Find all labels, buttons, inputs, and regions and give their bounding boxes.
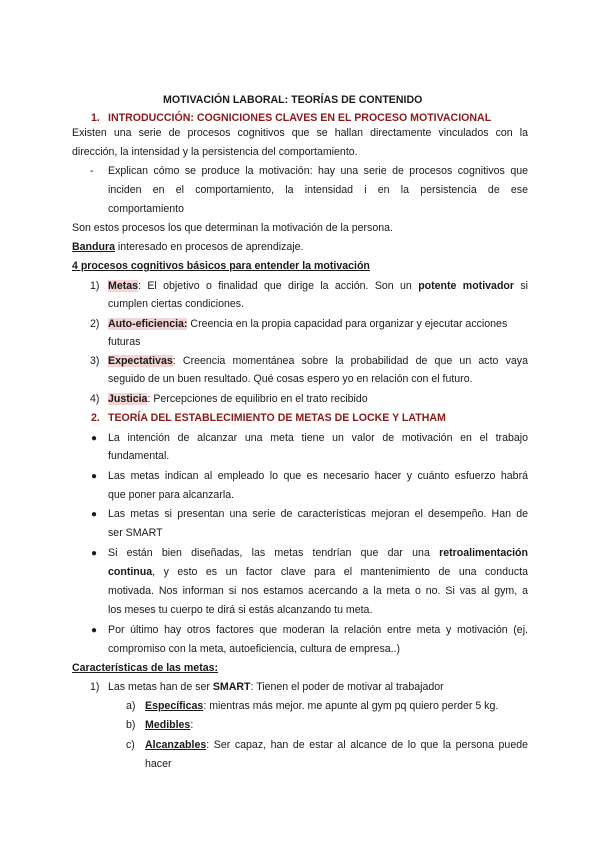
bullet-4-line-2 — [108, 566, 528, 579]
process-2-term: Auto-eficiencia: — [108, 318, 188, 330]
bullet-4-text-b: , y esto es un factor clave para el mantenimiento de una conducta — [152, 566, 528, 578]
smart-line — [108, 681, 444, 694]
process-4-term: Justicia — [108, 393, 148, 405]
characteristics-heading: Características de las metas: — [72, 662, 219, 674]
process-2-line-1 — [108, 318, 507, 331]
bullet-5-marker: ● — [91, 625, 98, 636]
process-3-line-2: seguido de un buen resultado. Qué cosas espero yo en relación con el futuro. — [108, 373, 473, 385]
bullet-4-bold-b: continua — [108, 566, 153, 578]
process-3-text: : Creencia momentánea sobre la probabilidad de que un acto vaya — [172, 355, 528, 367]
bullet-4-line-4: los meses tu cuerpo te dirá si estás alcanzando tu meta. — [108, 604, 373, 616]
intro-line-2: dirección, la intensidad y la persistencia del comportamiento. — [72, 146, 358, 158]
sub-a-term: Específicas — [145, 700, 204, 712]
sub-a-letter: a) — [126, 700, 136, 712]
bullet-5-line-1: Por último hay otros factores que moderan la relación entre meta y motivación (ej. — [108, 624, 528, 636]
dash-line-3: comportamiento — [108, 203, 184, 215]
process-4-line-1 — [108, 393, 368, 406]
bandura-line — [72, 241, 303, 254]
sub-a-text: : mientras más mejor. me apunte al gym pq quiero perder 5 kg. — [203, 700, 499, 712]
bullet-4-line-1 — [108, 547, 528, 560]
dash-line-2: inciden en el comportamiento, la intensidad i en la persistencia de ese — [108, 184, 528, 196]
sub-b-term: Medibles — [145, 719, 191, 731]
intro-line-1: Existen una serie de procesos cognitivos que se hallan directamente vinculados con la — [72, 127, 528, 139]
bullet-2-marker: ● — [91, 471, 98, 482]
process-2-number: 2) — [90, 318, 100, 330]
bandura-text: interesado en procesos de aprendizaje. — [114, 241, 304, 253]
sub-c-text: : Ser capaz, han de estar al alcance de lo que la persona puede — [206, 739, 528, 751]
process-4-text: : Percepciones de equilibrio en el trato recibido — [147, 393, 368, 405]
dash-marker: - — [90, 165, 94, 177]
process-1-line-1 — [108, 280, 528, 293]
bullet-3-line-1: Las metas si presentan una serie de características mejoran el desempeño. Han de — [108, 508, 528, 520]
bullet-1-line-1: La intención de alcanzar una meta tiene un valor de motivación en el trabajo — [108, 432, 528, 444]
process-1-bold: potente motivador — [418, 280, 515, 292]
section-2-heading: TEORÍA DEL ESTABLECIMIENTO DE METAS DE LOCKE Y LATHAM — [108, 412, 446, 424]
after-line: Son estos procesos los que determinan la motivación de la persona. — [72, 222, 393, 234]
bullet-5-line-2: compromiso con la meta, autoeficiencia, cultura de empresa..) — [108, 643, 401, 655]
dash-line-1: Explican cómo se produce la motivación: hay una serie de procesos cognitivos que — [108, 165, 528, 177]
bullet-3-line-2: ser SMART — [108, 527, 163, 539]
sub-c-term: Alcanzables — [145, 739, 207, 751]
bandura-name: Bandura — [72, 241, 115, 253]
sub-a-line — [145, 700, 498, 713]
bullet-3-marker: ● — [91, 509, 98, 520]
section-1-heading: INTRODUCCIÓN: COGNICIONES CLAVES EN EL PROCESO MOTIVACIONAL — [108, 112, 492, 124]
smart-bold: SMART — [212, 681, 251, 693]
process-3-number: 3) — [90, 355, 100, 367]
process-1-number: 1) — [90, 280, 100, 292]
sub-b-text: : — [190, 719, 194, 731]
process-3-line-1 — [108, 355, 528, 368]
process-4-number: 4) — [90, 393, 100, 405]
process-2-text: Creencia en la propia capacidad para organizar y ejecutar acciones — [187, 318, 508, 330]
process-1-term: Metas — [108, 280, 139, 292]
smart-text-c: : Tienen el poder de motivar al trabajador — [250, 681, 444, 693]
smart-text-a: Las metas han de ser — [108, 681, 213, 693]
sub-c-letter: c) — [126, 739, 135, 751]
smart-number: 1) — [90, 681, 100, 693]
section-1-number: 1. — [91, 112, 100, 124]
process-1-text: : El objetivo o finalidad que dirige la acción. Son un — [138, 280, 419, 292]
bullet-4-line-3: motivada. Nos informan si nos estamos acercando a la meta o no. Si vas al gym, a — [108, 585, 528, 597]
sub-c-line-2: hacer — [145, 758, 172, 770]
bullet-4-bold-a: retroalimentación — [439, 547, 528, 559]
sub-c-line-1 — [145, 739, 528, 752]
sub-b-line — [145, 719, 193, 732]
page-title: MOTIVACIÓN LABORAL: TEORÍAS DE CONTENIDO — [163, 94, 423, 106]
bullet-4-text-a: Si están bien diseñadas, las metas tendrían que dar una — [108, 547, 440, 559]
bullet-1-marker: ● — [91, 433, 98, 444]
sub-b-letter: b) — [126, 719, 136, 731]
process-1-end: si — [514, 280, 529, 292]
bullet-1-line-2: fundamental. — [108, 450, 170, 462]
process-3-term: Expectativas — [108, 355, 173, 367]
process-1-line-2: cumplen ciertas condiciones. — [108, 298, 245, 310]
bullet-4-marker: ● — [91, 548, 98, 559]
section-2-number: 2. — [91, 412, 100, 424]
process-2-line-2: futuras — [108, 336, 141, 348]
processes-subheading: 4 procesos cognitivos básicos para entender la motivación — [72, 260, 370, 272]
bullet-2-line-1: Las metas indican al empleado lo que es necesario hacer y cuánto esfuerzo habrá — [108, 470, 528, 482]
bullet-2-line-2: que poner para alcanzarla. — [108, 489, 235, 501]
